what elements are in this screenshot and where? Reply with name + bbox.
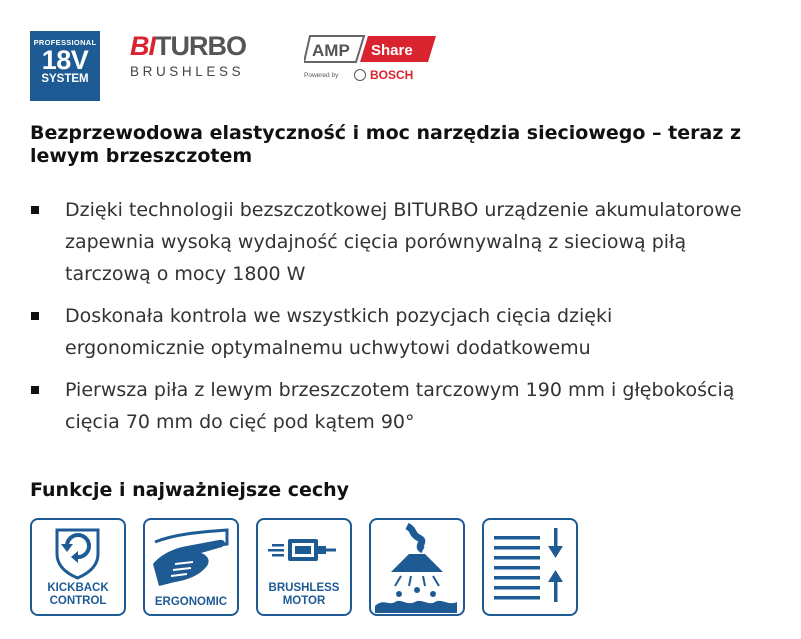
- cutting-depth-icon: [484, 520, 575, 613]
- page-headline: Bezprzewodowa elastyczność i moc narzędzia sieciowego – teraz z lewym brzeszczotem: [30, 122, 742, 167]
- bosch-armature-icon: [354, 69, 366, 81]
- pro-logo-voltage: 18V: [41, 45, 89, 75]
- pro-logo-bottom: SYSTEM: [41, 73, 89, 85]
- bullet-square-icon: [31, 312, 39, 320]
- biturbo-brushless-logo: [130, 31, 270, 79]
- bullet-text: Doskonała kontrola we wszystkich pozycjach cięcia dzięki ergonomicznie optymalnemu uchwytowi dodatkowemu: [65, 305, 613, 359]
- ergonomic-icon: [145, 520, 236, 594]
- logo-row: [30, 31, 770, 101]
- ergonomic-label: ERGONOMIC: [154, 596, 228, 608]
- biturbo-subtitle: BRUSHLESS: [130, 64, 245, 79]
- feature-dust-extraction: [369, 518, 465, 616]
- bullet-text: Pierwsza piła z lewym brzeszczotem tarczowym 190 mm i głębokością cięcia 70 mm do cięć pod kątem 90°: [65, 379, 735, 433]
- brushless-label-2: MOTOR: [282, 595, 326, 607]
- brushless-label-1: BRUSHLESS: [268, 582, 340, 594]
- bosch-brand: [354, 68, 413, 82]
- ampshare-logo: [304, 33, 444, 93]
- bullet-item: [30, 374, 750, 438]
- professional-18v-system-logo: [30, 31, 100, 101]
- bullet-text: Dzięki technologii bezszczotkowej BITURBO urządzenie akumulatorowe zapewnia wysoką wydajność cięcia porównywalną z sieciową piłą tarczową o mocy 1800 W: [65, 199, 742, 285]
- brushless-motor-icon: [258, 520, 349, 580]
- feature-icons-row: [30, 518, 590, 618]
- feature-brushless-motor: [256, 518, 352, 616]
- bullet-item: [30, 300, 750, 364]
- ampshare-badge-icon: [304, 33, 444, 67]
- bosch-text: BOSCH: [370, 68, 414, 82]
- share-text: Share: [371, 42, 413, 59]
- dust-extraction-icon: [371, 520, 462, 613]
- kickback-label-2: CONTROL: [49, 595, 107, 607]
- bullet-square-icon: [31, 206, 39, 214]
- feature-ergonomic: [143, 518, 239, 616]
- feature-cutting-depth: [482, 518, 578, 616]
- feature-kickback-control: [30, 518, 126, 616]
- feature-bullet-list: [30, 194, 750, 448]
- kickback-control-icon: [32, 520, 123, 580]
- bullet-square-icon: [31, 386, 39, 394]
- features-title: Funkcje i najważniejsze cechy: [30, 479, 350, 501]
- biturbo-prefix: BI: [130, 31, 155, 61]
- bullet-item: [30, 194, 750, 290]
- powered-by-text: Powered by: [304, 72, 339, 79]
- amp-text: AMP: [312, 41, 350, 60]
- biturbo-name: TURBO: [155, 31, 246, 61]
- kickback-label-1: KICKBACK: [47, 582, 109, 594]
- pro-logo-top: PROFESSIONAL: [33, 38, 97, 47]
